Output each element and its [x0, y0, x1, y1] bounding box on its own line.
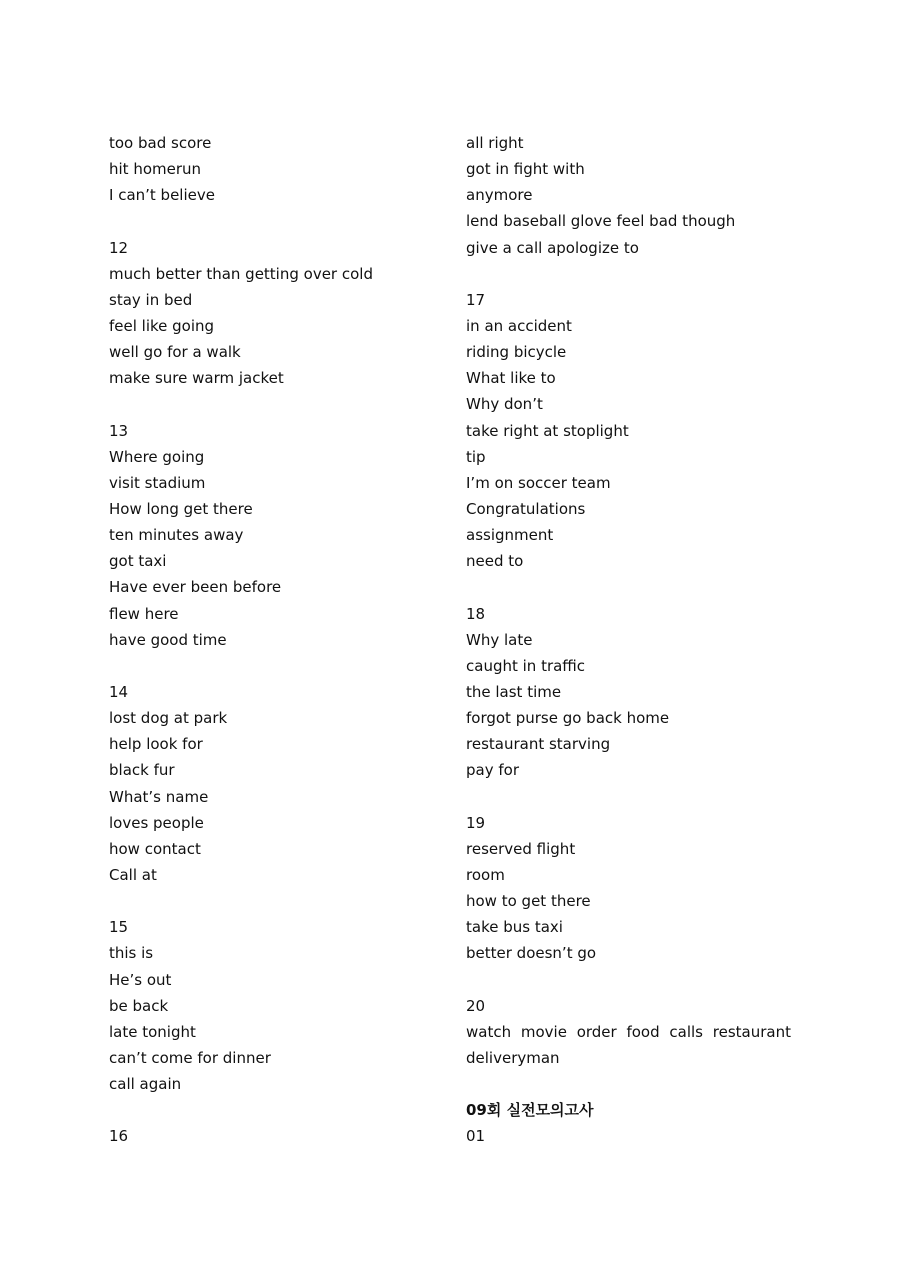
right-column-line: in an accident [466, 316, 572, 335]
blank-line [466, 574, 796, 600]
right-column-line: room [466, 865, 505, 884]
left-column-line: help look for [109, 735, 203, 754]
question-number: 15 [109, 918, 129, 937]
right-column-line: need to [466, 552, 524, 571]
question-number: 14 [109, 682, 129, 701]
right-column-line: caught in traffic [466, 656, 586, 675]
section-heading: 09회 실전모의고사 [466, 1101, 594, 1120]
right-column-word: order [576, 1022, 617, 1041]
right-column-word: calls [669, 1022, 703, 1041]
left-column-line: how contact [109, 839, 201, 858]
blank-line [109, 653, 449, 679]
left-column-line: much better than getting over cold [109, 264, 373, 283]
right-column-line: lend baseball glove feel bad though [466, 212, 736, 231]
left-column-line: Call at [109, 865, 157, 884]
right-column [466, 130, 796, 1149]
question-number: 20 [466, 996, 486, 1015]
left-column-line: got taxi [109, 552, 167, 571]
left-column-line: He’s out [109, 970, 172, 989]
right-column-line: forgot purse go back home [466, 709, 670, 728]
right-column-line: assignment [466, 526, 554, 545]
question-number: 19 [466, 813, 486, 832]
right-column-line: better doesn’t go [466, 944, 597, 963]
right-column-word: movie [520, 1022, 567, 1041]
left-column-line: this is [109, 944, 154, 963]
right-column-line: deliveryman [466, 1048, 560, 1067]
left-column-line: call again [109, 1075, 182, 1094]
right-column-line: Congratulations [466, 499, 586, 518]
question-number: 01 [466, 1127, 486, 1146]
right-column-line: take right at stoplight [466, 421, 629, 440]
left-column-line: feel like going [109, 316, 215, 335]
question-number: 16 [109, 1127, 129, 1146]
left-column-line: too bad score [109, 134, 212, 152]
left-column-line: I can’t believe [109, 186, 215, 205]
right-column-line: riding bicycle [466, 343, 567, 362]
left-column-line: make sure warm jacket [109, 369, 284, 388]
question-number: 12 [109, 238, 129, 257]
right-column-line: reserved flight [466, 839, 576, 858]
blank-line [466, 261, 796, 287]
right-column-line: all right [466, 134, 524, 152]
blank-line [466, 967, 796, 993]
question-number: 17 [466, 290, 486, 309]
blank-line [109, 391, 449, 417]
left-column-line: What’s name [109, 787, 209, 806]
blank-line [466, 1071, 796, 1097]
left-column-line: stay in bed [109, 290, 193, 309]
left-column-line: ten minutes away [109, 526, 244, 545]
left-column [109, 130, 449, 1149]
right-column-line: Why late [466, 630, 533, 649]
right-column-line: I’m on soccer team [466, 473, 611, 492]
left-column-line: hit homerun [109, 160, 202, 179]
right-column-line: the last time [466, 682, 562, 701]
blank-line [109, 1097, 449, 1123]
right-column-line: give a call apologize to [466, 238, 639, 257]
right-column-line: tip [466, 447, 486, 466]
left-column-line: late tonight [109, 1022, 196, 1041]
right-column-word: watch [466, 1022, 512, 1041]
left-column-line: visit stadium [109, 473, 206, 492]
left-column-line: well go for a walk [109, 343, 241, 362]
left-column-line: loves people [109, 813, 204, 832]
blank-line [109, 888, 449, 914]
right-column-word: restaurant [712, 1022, 791, 1041]
question-number: 13 [109, 421, 129, 440]
right-column-line: Why don’t [466, 395, 543, 414]
left-column-line: be back [109, 996, 169, 1015]
left-column-line: lost dog at park [109, 709, 228, 728]
left-column-line: black fur [109, 761, 175, 780]
right-column-line: pay for [466, 761, 519, 780]
right-column-word: food [626, 1022, 660, 1041]
left-column-line: have good time [109, 630, 227, 649]
right-column-line: What like to [466, 369, 556, 388]
right-column-line: got in fight with [466, 160, 585, 179]
right-column-line: take bus taxi [466, 918, 563, 937]
left-column-line: flew here [109, 604, 179, 623]
right-column-line: anymore [466, 186, 533, 205]
left-column-line: Have ever been before [109, 578, 282, 597]
question-number: 18 [466, 604, 486, 623]
left-column-line: can’t come for dinner [109, 1048, 271, 1067]
left-column-line: Where going [109, 447, 205, 466]
blank-line [109, 208, 449, 234]
blank-line [466, 784, 796, 810]
right-column-line: how to get there [466, 892, 591, 911]
left-column-line: How long get there [109, 499, 253, 518]
right-column-line: restaurant starving [466, 735, 611, 754]
right-column-line [466, 1019, 791, 1045]
